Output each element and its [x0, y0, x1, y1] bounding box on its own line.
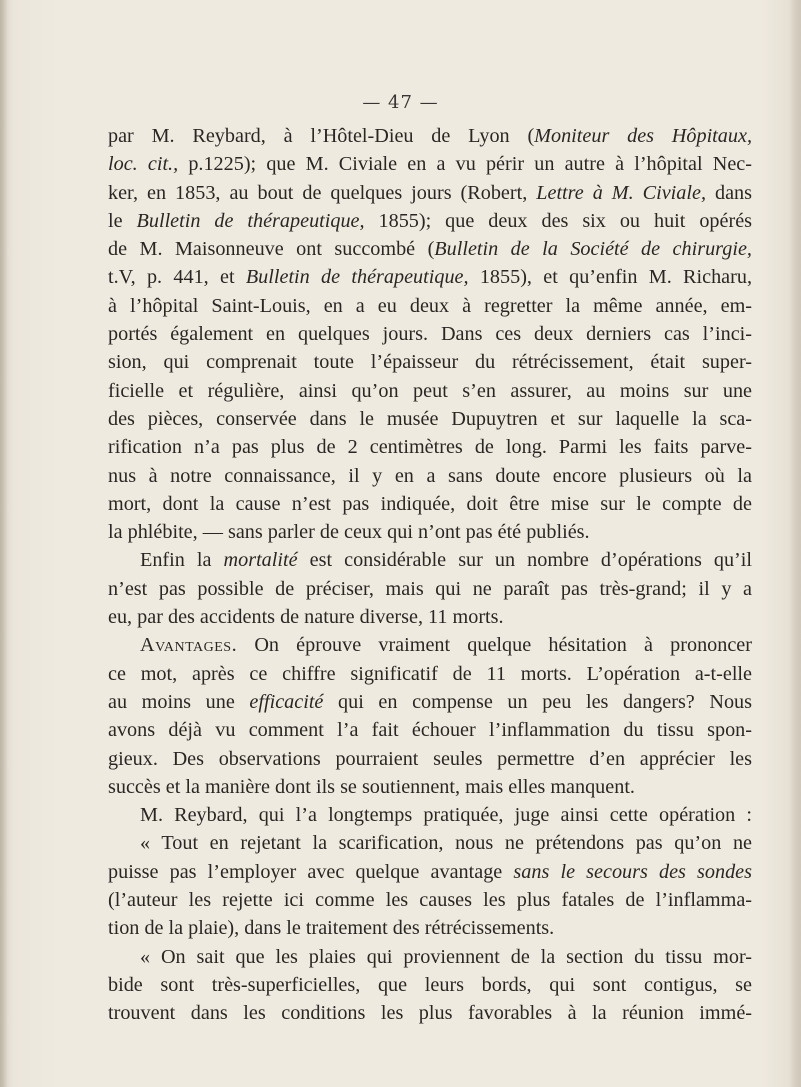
text-segment: portés également en quelques jours. Dans ces deux derniers cas l’inci-: [108, 323, 752, 346]
text-line: [108, 575, 752, 603]
text-line: [108, 179, 752, 207]
italic-text: efficacité: [249, 690, 324, 713]
text-segment: 1855), et qu’enfin M. Richaru,: [468, 266, 752, 289]
italic-text: Bulletin de la Société de chirurgie,: [434, 238, 752, 261]
text-line: [108, 150, 752, 178]
text-segment: la phlébite, — sans parler de ceux qui n’ont pas été publiés.: [108, 521, 590, 544]
text-line: [108, 660, 752, 688]
text-line: [108, 858, 752, 886]
text-segment: gieux. Des observations pourraient seules permettre d’en apprécier les: [108, 747, 752, 770]
text-segment: avons déjà vu comment l’a fait échouer l’inflammation du tissu spon-: [108, 719, 752, 742]
text-line: [108, 716, 752, 744]
italic-text: Bulletin de thérapeutique,: [245, 266, 469, 289]
text-segment: p.1225); que M. Civiale en a vu périr un autre à l’hôpital Nec-: [178, 153, 752, 176]
text-line: [108, 377, 752, 405]
text-segment: rification n’a pas plus de 2 centimètres de long. Parmi les faits parve-: [108, 436, 752, 459]
italic-text: Moniteur des Hôpitaux,: [534, 125, 752, 147]
text-line: [108, 603, 752, 631]
italic-text: Bulletin de thérapeutique,: [136, 209, 365, 232]
text-segment: M. Reybard, qui l’a longtemps pratiquée, juge ainsi cette opération :: [140, 804, 752, 827]
text-segment: tion de la plaie), dans le traitement des rétrécissements.: [108, 917, 555, 940]
text-segment: bide sont très-superficielles, que leurs bords, qui sont contigus, se: [108, 973, 752, 996]
italic-text: sans le secours des sondes: [513, 860, 752, 883]
text-line: [108, 122, 752, 150]
binding-shadow: [0, 0, 8, 1087]
italic-text: Lettre à M. Civiale,: [536, 181, 706, 204]
text-line: [108, 263, 752, 291]
text-line: [108, 886, 752, 914]
text-line: [108, 943, 752, 971]
text-line: [108, 801, 752, 829]
text-segment: le: [108, 209, 137, 232]
text-segment: « On sait que les plaies qui proviennent de la section du tissu mor-: [140, 945, 752, 968]
text-segment: t.V, p. 441, et: [108, 266, 246, 289]
italic-text: mortalité: [223, 549, 298, 572]
text-line: [108, 235, 752, 263]
text-line: [108, 688, 752, 716]
text-line: [108, 546, 752, 574]
text-segment: ce mot, après ce chiffre significatif de 11 morts. L’opération a-t-elle: [108, 662, 752, 685]
text-line: [108, 518, 752, 546]
body-text: [108, 122, 752, 1028]
text-segment: qui en compense un peu les dangers? Nous: [323, 690, 752, 713]
text-line: [108, 745, 752, 773]
text-segment: « Tout en rejetant la scarification, nous ne prétendons pas qu’on ne: [140, 832, 752, 855]
text-segment: à l’hôpital Saint-Louis, en a eu deux à regretter la même année, em-: [108, 294, 752, 317]
text-segment: au moins une: [108, 690, 250, 713]
text-line: [108, 292, 752, 320]
italic-text: loc. cit.,: [108, 153, 179, 176]
text-line: [108, 971, 752, 999]
text-line: [108, 207, 752, 235]
text-line: [108, 405, 752, 433]
text-segment: Enfin la: [140, 549, 224, 572]
text-segment: succès et la manière dont ils se soutiennent, mais elles manquent.: [108, 775, 635, 798]
text-segment: mort, dont la cause n’est pas indiquée, doit être mise sur le compte de: [108, 492, 752, 515]
text-segment: (l’auteur les rejette ici comme les causes les plus fatales de l’inflamma-: [108, 889, 752, 912]
text-line: [108, 631, 752, 659]
text-segment: ficielle et régulière, ainsi qu’on peut s’en assurer, au moins sur une: [108, 379, 752, 402]
text-segment: nus à notre connaissance, il y en a sans doute encore plusieurs où la: [108, 464, 752, 487]
text-segment: puisse pas l’employer avec quelque avantage: [108, 860, 514, 883]
text-segment: des pièces, conservée dans le musée Dupuytren et sur laquelle la sca-: [108, 407, 752, 430]
text-segment: par M. Reybard, à l’Hôtel-Dieu de Lyon (: [108, 125, 535, 147]
text-line: [108, 773, 752, 801]
small-caps-heading: Avantages.: [140, 634, 238, 657]
text-line: [108, 490, 752, 518]
text-segment: n’est pas possible de préciser, mais qui ne paraît pas très-grand; il y a: [108, 577, 752, 600]
text-line: [108, 433, 752, 461]
text-line: [108, 348, 752, 376]
text-line: [108, 320, 752, 348]
page-number: — 47 —: [362, 92, 439, 113]
text-line: [108, 829, 752, 857]
text-segment: sion, qui comprenait toute l’épaisseur du rétrécissement, était super-: [108, 351, 752, 374]
page-edge: [789, 0, 801, 1087]
text-segment: est considérable sur un nombre d’opérations qu’il: [297, 549, 752, 572]
text-line: [108, 462, 752, 490]
text-segment: dans: [706, 181, 752, 204]
text-line: [108, 914, 752, 942]
text-segment: On éprouve vraiment quelque hésitation à prononcer: [237, 634, 752, 657]
text-segment: ker, en 1853, au bout de quelques jours (Robert,: [108, 181, 537, 204]
text-segment: de M. Maisonneuve ont succombé (: [108, 238, 435, 261]
text-line: [108, 999, 752, 1027]
text-segment: trouvent dans les conditions les plus favorables à la réunion immé-: [108, 1002, 752, 1025]
text-segment: 1855); que deux des six ou huit opérés: [364, 209, 752, 232]
text-segment: eu, par des accidents de nature diverse, 11 morts.: [108, 606, 504, 629]
